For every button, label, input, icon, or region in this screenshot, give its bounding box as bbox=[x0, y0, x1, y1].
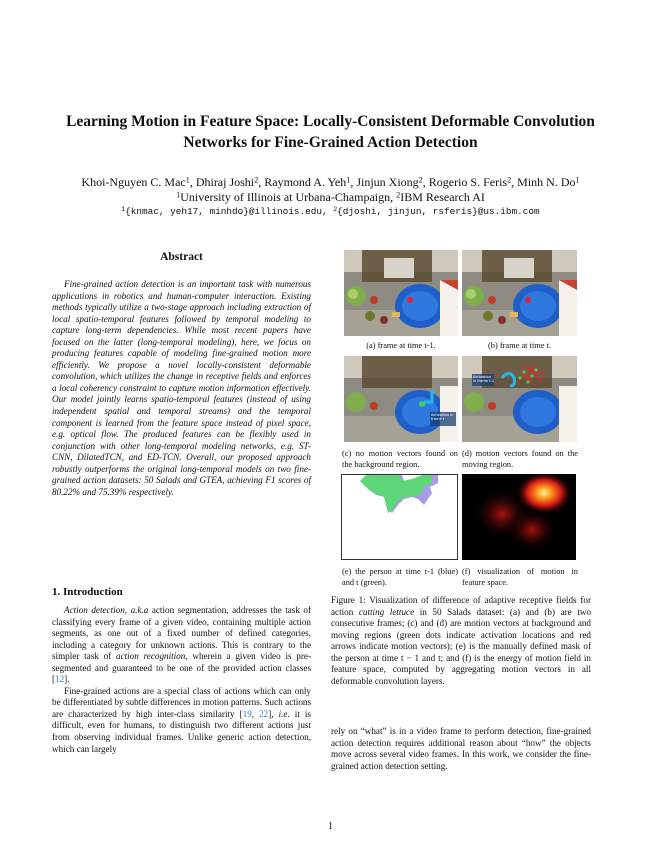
affiliation-name: University of Illinois at Urbana-Champaign, bbox=[180, 190, 397, 204]
citation-link[interactable]: 12 bbox=[55, 674, 65, 685]
author-name: Raymond A. Yeh bbox=[264, 175, 347, 189]
author-affiliation-mark: 1 bbox=[346, 175, 351, 185]
affiliation-mark: 1 bbox=[176, 190, 181, 200]
text: ]. bbox=[64, 674, 70, 685]
author-affiliation-mark: 2 bbox=[418, 175, 423, 185]
text: in 50 Salads dataset: (a) and (b) are two consecutive frames; (c) and (d) are motion vectors at background and moving regions (green dots indicate activation locations and red arrows indicate motion vectors); (e) is the manually defined mask of the person at time t − 1 and t; and (f) is the energy of motion field in feature space, computed by aggregating motion vectors in all deformable convolution layers. bbox=[331, 606, 592, 686]
figure-label: Figure 1: bbox=[331, 595, 370, 605]
text: , wherein a given video is pre-segmented and guaranteed to be one of the provided action classes [ bbox=[52, 651, 311, 685]
kitchen-scene-photo bbox=[462, 250, 577, 336]
author-list: Khoi-Nguyen C. Mac$^1$, Dhiraj Joshi$^2$, Raymond A. Yeh$^1$, Jinjun Xiong$^2$, Rogerio S. Feris$^2$, Minh N. Do$^1$ bbox=[81, 175, 580, 189]
text: Visualization of difference of adaptive receptive fields for action bbox=[331, 595, 591, 617]
abstract-body: Fine-grained action detection is an important task with numerous applications in robotics and human-computer interaction. Existing methods typically utilize a two-stage approach including extraction of local spatio-temporal features followed by temporal modeling to capture long-term dependencies. While most recent papers have focused on the latter (long-temporal modeling), here, we focus on producing features capable of modeling fine-grained motion more efficiently. We propose a novel locally-consistent deformable convolution, which utilizes the change in receptive fields and enforces a local coherency constraint to capture motion information effectively. Our model jointly learns spatio-temporal features (instead of using independent spatial and temporal streams) and the temporal component is learned from the feature space instead of pixel space, e.g. optical flow. The produced features can be flexibly used in conjunction with other long-temporal modeling networks, e.g. ST-CNN, DilatedTCN, and ED-TCN. Overall, our proposed approach robustly outperforms the original long-temporal models on two fine-grained action datasets: 50 Salads and GTEA, achieving F1 scores of 80.22% and 75.39% respectively. bbox=[52, 279, 311, 497]
term-cutting-lettuce: cutting lettuce bbox=[358, 606, 415, 617]
figure-subcaption-c: (c) no motion vectors found on the background region. bbox=[342, 449, 458, 469]
figure-panel-b-image bbox=[462, 250, 577, 336]
text: ], bbox=[268, 708, 279, 719]
paper-title bbox=[40, 111, 621, 153]
affiliation-mark: 2 bbox=[396, 190, 401, 200]
author-name: Rogerio S. Feris bbox=[428, 175, 508, 189]
figure-subcaption-f: (f) visualization of motion in feature space. bbox=[462, 567, 578, 587]
text: , bbox=[251, 708, 260, 719]
author-affiliation-mark: 2 bbox=[254, 175, 259, 185]
author-name: Jinjun Xiong bbox=[356, 175, 419, 189]
author-affiliation-mark: 1 bbox=[185, 175, 190, 185]
page-number: 1 bbox=[328, 821, 333, 832]
abstract-heading: Abstract bbox=[160, 251, 203, 263]
intro-paragraph-2 bbox=[52, 686, 311, 755]
citation-link[interactable]: 22 bbox=[259, 708, 269, 719]
email-mark: 1 bbox=[121, 206, 126, 214]
text: action segmentation, addresses the task of classifying every frame of a given video, containing multiple action segments, as one out of a fixed number of defined categories, including a category for unknown actions. This is contrary to the simpler task of bbox=[52, 605, 312, 662]
motion-energy-heatmap bbox=[462, 474, 576, 560]
inset-label-frame-t: Activation in frame t bbox=[431, 413, 454, 421]
figure-subcaption-e: (e) the person at time t-1 (blue) and t (green). bbox=[342, 567, 458, 587]
text: , bbox=[124, 605, 131, 615]
figure-panel-d-image bbox=[462, 356, 577, 442]
author-name: Minh N. Do bbox=[517, 175, 576, 189]
kitchen-scene-photo bbox=[344, 250, 458, 336]
figure-caption bbox=[331, 595, 591, 687]
term-action-recognition: action recognition bbox=[116, 651, 186, 662]
author-affiliation-mark: 2 bbox=[507, 175, 512, 185]
figure-panel-e-image bbox=[341, 474, 458, 560]
title-line-2: Networks for Fine-Grained Action Detection bbox=[183, 134, 478, 151]
motion-vectors-background-photo bbox=[344, 356, 458, 442]
title-line-1: Learning Motion in Feature Space: Locally-Consistent Deformable Convolution bbox=[66, 113, 595, 130]
figure-panel-a-image bbox=[344, 250, 458, 336]
person-mask-image bbox=[342, 475, 457, 559]
email-group: {knmac, yeh17, minhdo}@illinois.edu, bbox=[125, 206, 334, 217]
figure-subcaption-a: (a) frame at time t-1. bbox=[366, 341, 436, 350]
affiliation-name: IBM Research AI bbox=[400, 190, 485, 204]
citation-link[interactable]: 19 bbox=[242, 708, 252, 719]
right-column-text bbox=[331, 726, 591, 772]
figure-panel-c-image bbox=[344, 356, 458, 442]
introduction-text bbox=[52, 605, 311, 755]
term-action-detection: Action detection bbox=[64, 605, 125, 615]
author-name: Khoi-Nguyen C. Mac bbox=[81, 175, 186, 189]
text: it is difficult, even for humans, to distinguish two different actions just from observing individual frames. Unlike generic action detection, which can largely bbox=[52, 708, 311, 754]
author-name: Dhiraj Joshi bbox=[195, 175, 255, 189]
email-group: {djoshi, jinjun, rsferis}@us.ibm.com bbox=[337, 206, 540, 217]
section-heading-introduction: 1. Introduction bbox=[52, 586, 123, 598]
term-ie: i.e. bbox=[278, 708, 290, 719]
intro-paragraph-1 bbox=[52, 605, 311, 686]
author-affiliation-mark: 1 bbox=[575, 175, 580, 185]
affiliations bbox=[20, 190, 641, 205]
figure-subcaption-d: (d) motion vectors found on the moving region. bbox=[462, 449, 578, 469]
author-emails bbox=[20, 206, 641, 218]
motion-vectors-moving-photo bbox=[462, 356, 577, 442]
figure-panel-f-image bbox=[462, 474, 576, 560]
email-mark: 2 bbox=[333, 206, 338, 214]
right-paragraph-1: rely on “what” is in a video frame to perform detection, fine-grained action detection requires additional reason about “how” the objects move across several video frames. In this work, we consider the fine-grained action detection setting. bbox=[331, 726, 591, 771]
text: Fine-grained actions are a special class of actions which can only be differentiated by subtle differences in motion patterns. Such actions are characterized by high inter-class similarity [ bbox=[52, 685, 311, 719]
figure-subcaption-b: (b) frame at time t. bbox=[487, 341, 552, 350]
term-aka: a.k.a bbox=[130, 605, 149, 615]
inset-label-frame-t-1: Activation in frame t-1 bbox=[473, 375, 495, 383]
